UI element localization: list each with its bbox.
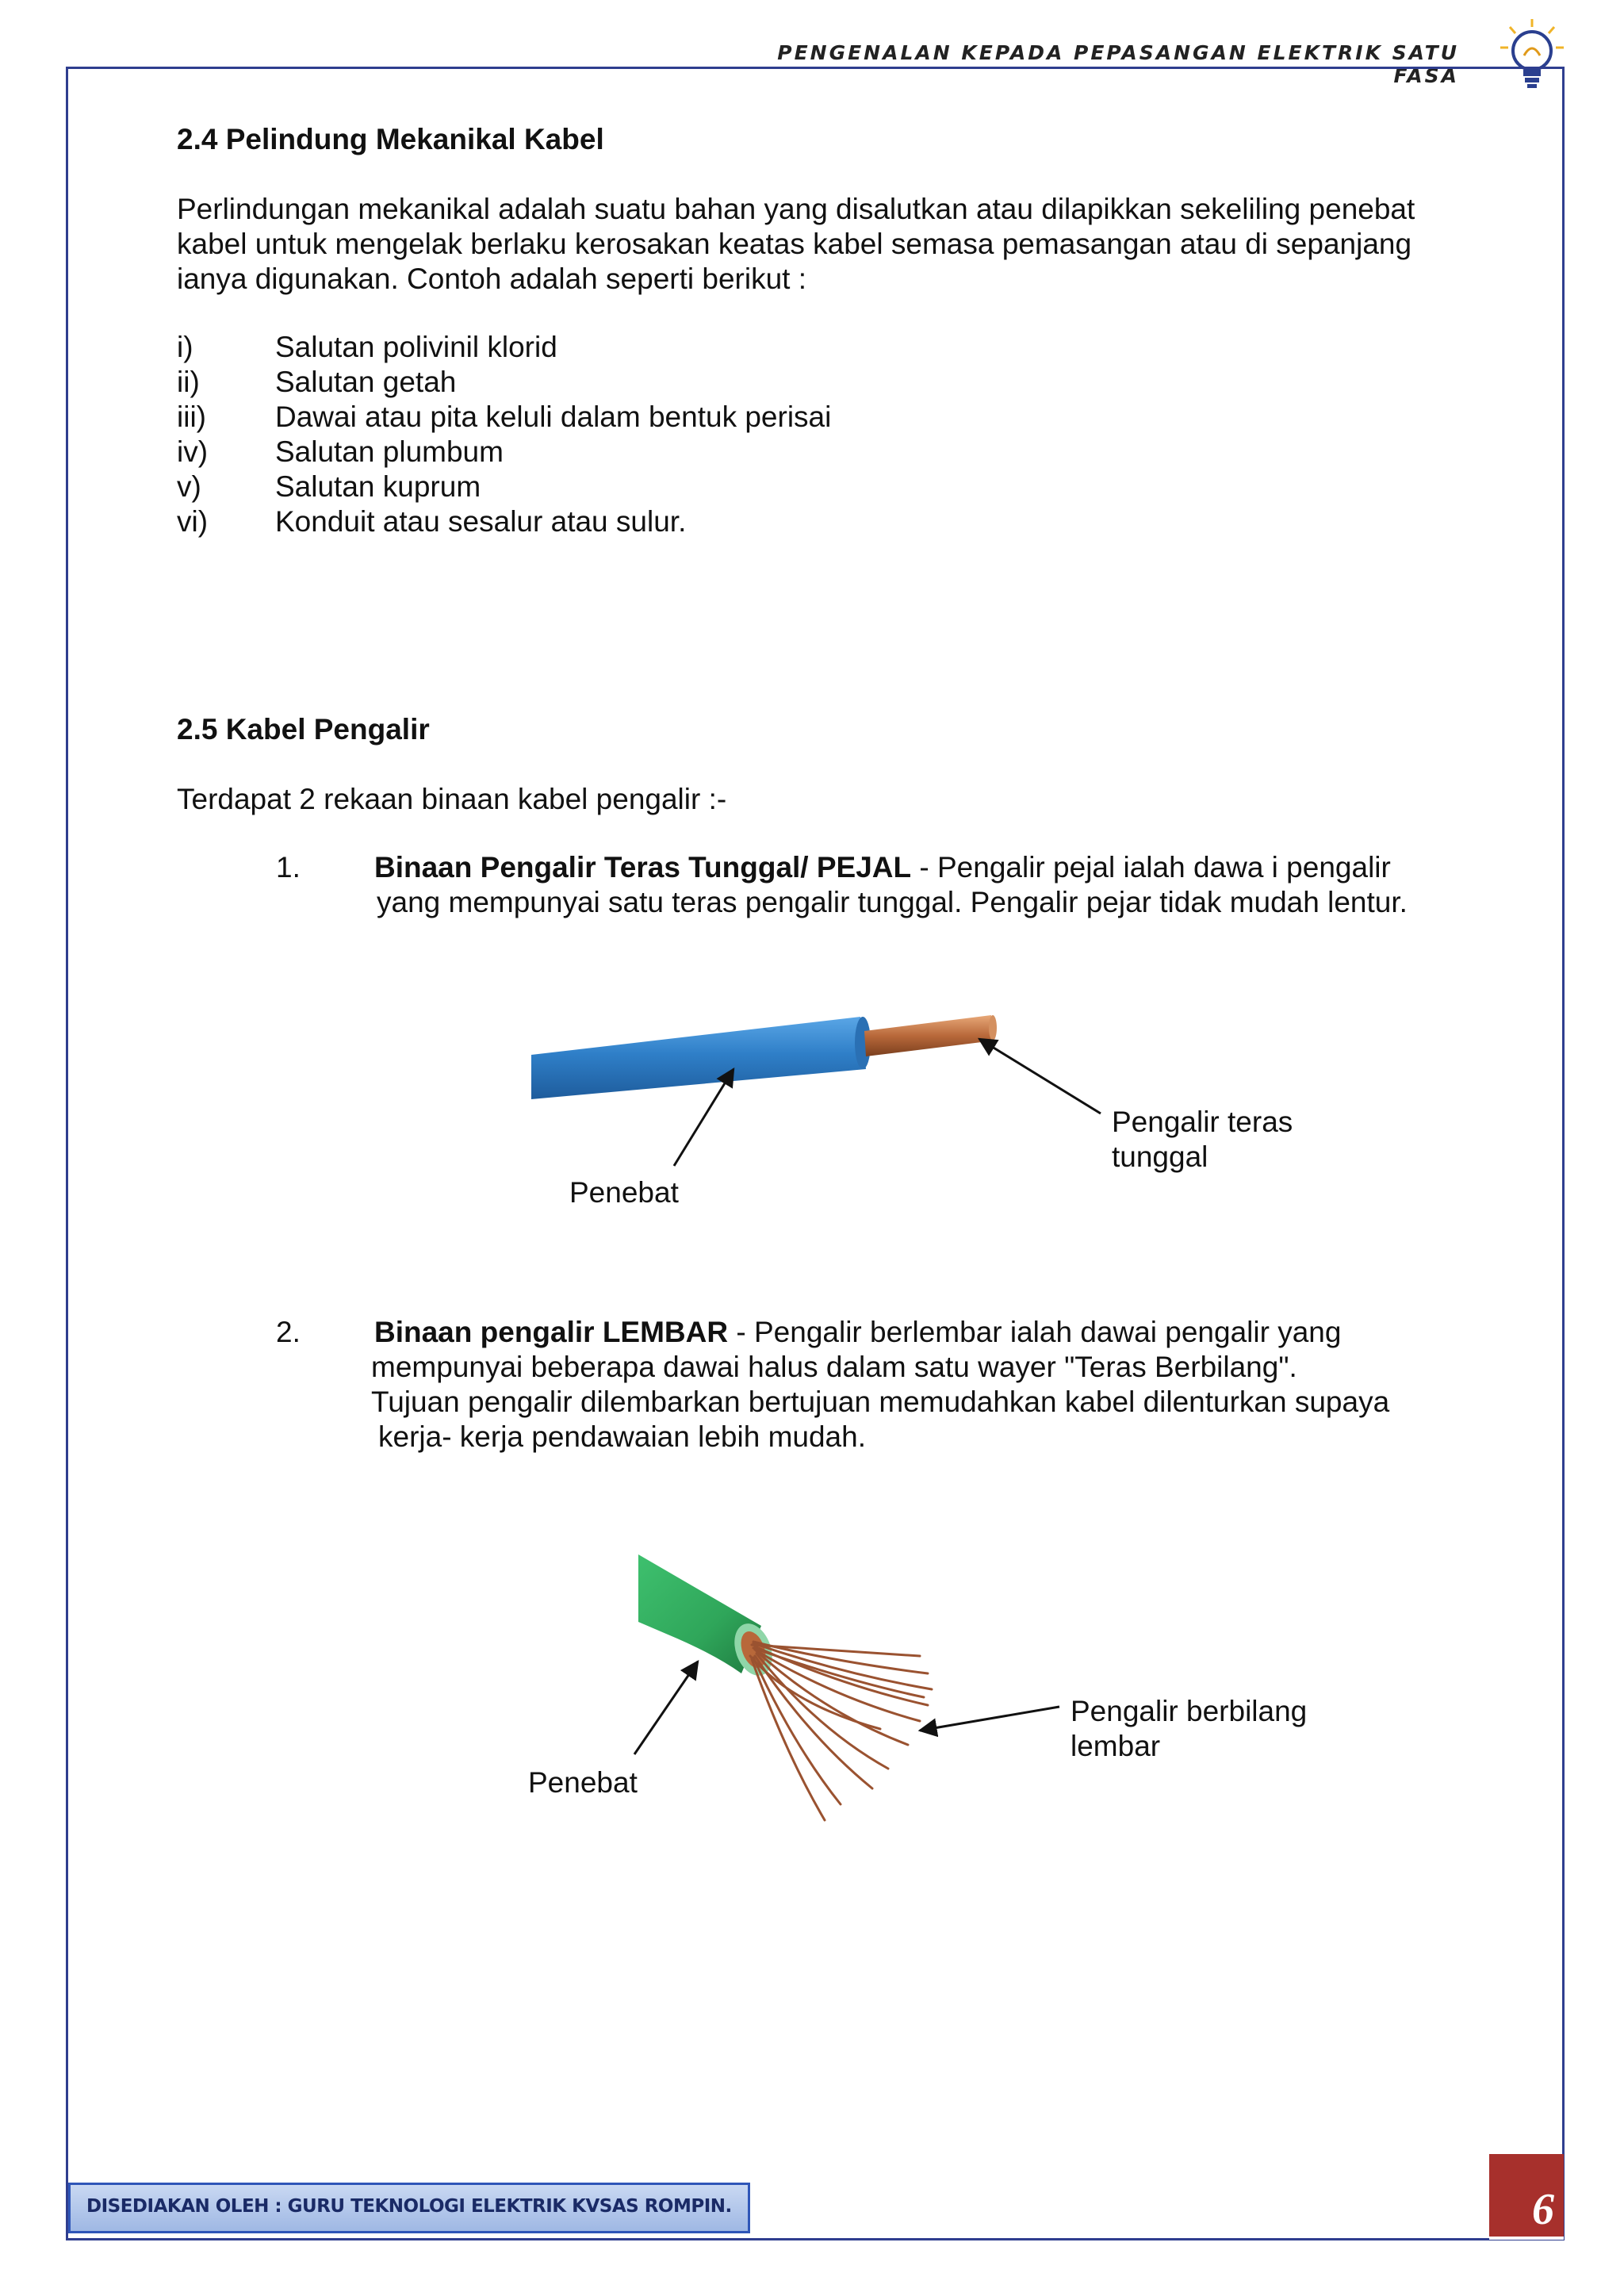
list-item-text: Salutan polivinil klorid (275, 331, 557, 363)
list-item-text: Dawai atau pita keluli dalam bentuk perisai (275, 401, 832, 433)
item-2-number: 2. (276, 1316, 301, 1348)
item-2-term: Binaan pengalir LEMBAR (374, 1316, 729, 1348)
fig1-core-label-line-1: Pengalir teras (1112, 1106, 1293, 1138)
footer-credit-bar (68, 2183, 750, 2233)
list-item-text: Salutan plumbum (275, 435, 504, 468)
list-item-number: vi) (177, 505, 209, 538)
section-2-4-heading: 2.4 Pelindung Mekanikal Kabel (177, 123, 604, 155)
list-item-number: ii) (177, 366, 200, 398)
item-2-line-3: Tujuan pengalir dilembarkan bertujuan memudahkan kabel dilenturkan supaya (371, 1386, 1390, 1418)
item-1-line-1 (374, 850, 1391, 885)
item-2-line-4: kerja- kerja pendawaian lebih mudah. (378, 1420, 866, 1453)
fig2-core-label-line-1: Pengalir berbilang (1071, 1695, 1308, 1727)
item-2-line-1 (374, 1315, 1341, 1350)
header-title: PENGENALAN KEPADA PEPASANGAN ELEKTRIK SATU FASA (777, 41, 1459, 87)
section-2-4-para-line-3: ianya digunakan. Contoh adalah seperti berikut : (177, 263, 806, 295)
section-2-4-para-line-1: Perlindungan mekanikal adalah suatu bahan yang disalutkan atau dilapikkan sekeliling penebat (177, 193, 1415, 225)
page-number-box (1489, 2154, 1564, 2238)
item-1-term: Binaan Pengalir Teras Tunggal/ PEJAL (374, 851, 912, 884)
list-item-text: Salutan getah (275, 366, 457, 398)
item-1-number: 1. (276, 851, 301, 884)
fig2-core-label-line-2: lembar (1071, 1730, 1161, 1762)
list-item-number: iii) (177, 401, 206, 433)
fig2-insulator-label: Penebat (528, 1766, 638, 1799)
item-1-desc: - Pengalir pejal ialah dawa i pengalir (911, 851, 1391, 884)
page-number-underline (1489, 2237, 1564, 2240)
list-item-number: iv) (177, 435, 209, 468)
page-number: 6 (1532, 2185, 1554, 2234)
list-item-text: Salutan kuprum (275, 470, 481, 503)
section-2-4-para-line-2: kabel untuk mengelak berlaku kerosakan keatas kabel semasa pemasangan atau di sepanjang (177, 228, 1412, 260)
list-item-text: Konduit atau sesalur atau sulur. (275, 505, 687, 538)
section-2-5-intro: Terdapat 2 rekaan binaan kabel pengalir :- (177, 783, 727, 815)
list-item-number: v) (177, 470, 201, 503)
item-1-line-2: yang mempunyai satu teras pengalir tunggal. Pengalir pejar tidak mudah lentur. (377, 886, 1408, 918)
item-2-line-2: mempunyai beberapa dawai halus dalam satu wayer "Teras Berbilang". (371, 1351, 1297, 1383)
fig1-insulator-label: Penebat (569, 1176, 679, 1209)
item-2-desc: - Pengalir berlembar ialah dawai pengalir yang (728, 1316, 1342, 1348)
footer-credit-text: DISEDIAKAN OLEH : GURU TEKNOLOGI ELEKTRIK KVSAS ROMPIN. (86, 2196, 732, 2217)
fig1-core-label-line-2: tunggal (1112, 1140, 1208, 1173)
section-2-5-heading: 2.5 Kabel Pengalir (177, 713, 430, 746)
list-item-number: i) (177, 331, 193, 363)
